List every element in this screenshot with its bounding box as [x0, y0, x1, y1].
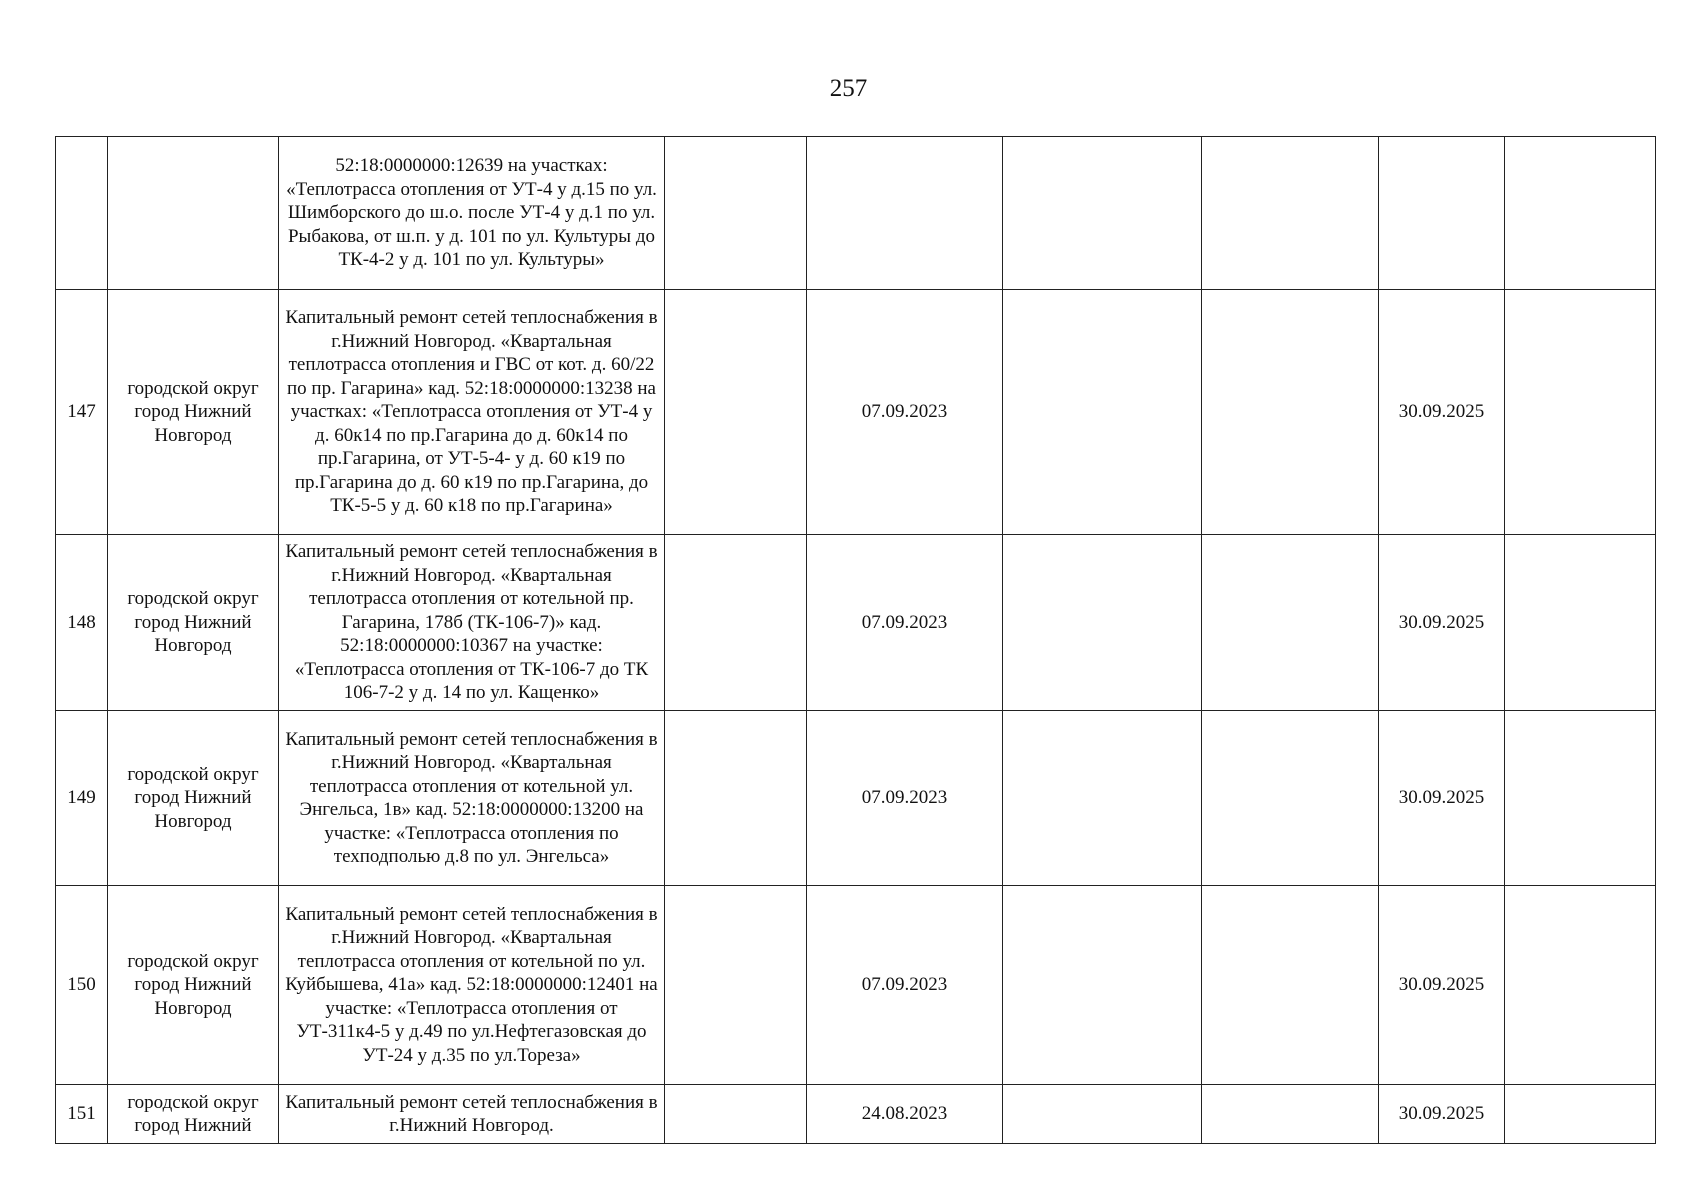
district-cell: городской округ город Нижний Новгород [108, 711, 279, 886]
table-row [56, 290, 1656, 535]
table-row [56, 711, 1656, 886]
description-cell: Капитальный ремонт сетей теплоснабжения в г.Нижний Новгород. «Квартальная теплотрасса отопления и ГВС от кот. д. 60/22 по пр. Гагарина» кад. 52:18:0000000:13238 на участках: «Теплотрасса отопления от УТ-4 у д. 60к14 по пр.Гагарина до д. 60к14 по пр.Гагарина, от УТ-5-4- у д. 60 к19 по пр.Гагарина до д. 60 к19 по пр.Гагарина, до ТК-5-5 у д. 60 к18 по пр.Гагарина» [279, 290, 665, 535]
empty-cell [1202, 535, 1379, 711]
district-cell: городской округ город Нижний Новгород [108, 535, 279, 711]
end-date-cell: 30.09.2025 [1379, 290, 1505, 535]
start-date-cell [807, 137, 1003, 290]
empty-cell [1003, 290, 1202, 535]
description-cell: Капитальный ремонт сетей теплоснабжения в г.Нижний Новгород. [279, 1085, 665, 1144]
description-cell: Капитальный ремонт сетей теплоснабжения в г.Нижний Новгород. «Квартальная теплотрасса отопления от котельной ул. Энгельса, 1в» кад. 52:18:0000000:13200 на участке: «Теплотрасса отопления по техподполью д.8 по ул. Энгельса» [279, 711, 665, 886]
description-cell: 52:18:0000000:12639 на участках: «Теплотрасса отопления от УТ-4 у д.15 по ул. Шимборского до ш.о. после УТ-4 у д.1 по ул. Рыбакова, от ш.п. у д. 101 по ул. Культуры до ТК-4-2 у д. 101 по ул. Культуры» [279, 137, 665, 290]
empty-cell [665, 1085, 807, 1144]
row-number: 150 [56, 886, 108, 1085]
empty-cell [1003, 711, 1202, 886]
row-number: 149 [56, 711, 108, 886]
empty-cell [1202, 137, 1379, 290]
empty-cell [665, 711, 807, 886]
start-date-cell: 07.09.2023 [807, 886, 1003, 1085]
empty-cell [665, 886, 807, 1085]
empty-cell [1003, 535, 1202, 711]
row-number: 151 [56, 1085, 108, 1144]
empty-cell [665, 290, 807, 535]
empty-cell [1003, 1085, 1202, 1144]
empty-cell [1202, 886, 1379, 1085]
empty-cell [1202, 290, 1379, 535]
page-number: 257 [829, 75, 868, 102]
description-cell: Капитальный ремонт сетей теплоснабжения в г.Нижний Новгород. «Квартальная теплотрасса отопления от котельной пр. Гагарина, 178б (ТК-106-7)» кад. 52:18:0000000:10367 на участке: «Теплотрасса отопления от ТК-106-7 до ТК 106-7-2 у д. 14 по ул. Кащенко» [279, 535, 665, 711]
empty-cell [665, 137, 807, 290]
description-cell: Капитальный ремонт сетей теплоснабжения в г.Нижний Новгород. «Квартальная теплотрасса отопления от котельной по ул. Куйбышева, 41а» кад. 52:18:0000000:12401 на участке: «Теплотрасса отопления от УТ-311к4-5 у д.49 по ул.Нефтегазовская до УТ-24 у д.35 по ул.Тореза» [279, 886, 665, 1085]
district-cell [108, 137, 279, 290]
row-number [56, 137, 108, 290]
empty-cell [1505, 137, 1656, 290]
empty-cell [1003, 886, 1202, 1085]
district-cell: городской округ город Нижний Новгород [108, 290, 279, 535]
end-date-cell: 30.09.2025 [1379, 886, 1505, 1085]
empty-cell [665, 535, 807, 711]
empty-cell [1003, 137, 1202, 290]
table-row [56, 137, 1656, 290]
district-cell: городской округ город Нижний Новгород [108, 886, 279, 1085]
table-row [56, 535, 1656, 711]
end-date-cell: 30.09.2025 [1379, 711, 1505, 886]
works-table [55, 136, 1656, 1144]
start-date-cell: 24.08.2023 [807, 1085, 1003, 1144]
empty-cell [1505, 711, 1656, 886]
empty-cell [1505, 535, 1656, 711]
end-date-cell: 30.09.2025 [1379, 535, 1505, 711]
row-number: 148 [56, 535, 108, 711]
end-date-cell [1379, 137, 1505, 290]
table-row [56, 1085, 1656, 1144]
start-date-cell: 07.09.2023 [807, 290, 1003, 535]
empty-cell [1202, 1085, 1379, 1144]
empty-cell [1505, 290, 1656, 535]
row-number: 147 [56, 290, 108, 535]
table-row [56, 886, 1656, 1085]
start-date-cell: 07.09.2023 [807, 711, 1003, 886]
start-date-cell: 07.09.2023 [807, 535, 1003, 711]
empty-cell [1505, 886, 1656, 1085]
empty-cell [1505, 1085, 1656, 1144]
end-date-cell: 30.09.2025 [1379, 1085, 1505, 1144]
district-cell: городской округ город Нижний [108, 1085, 279, 1144]
empty-cell [1202, 711, 1379, 886]
